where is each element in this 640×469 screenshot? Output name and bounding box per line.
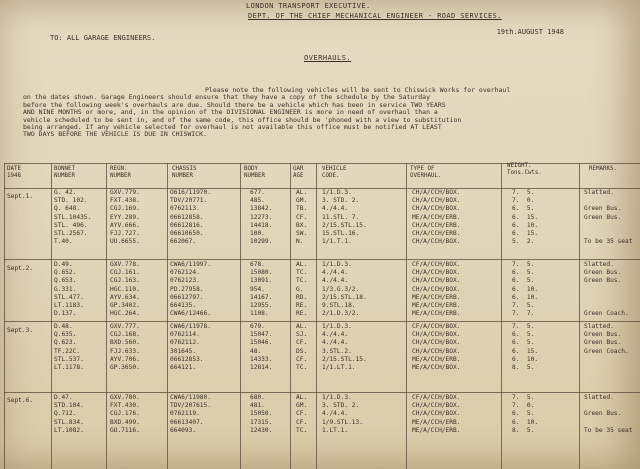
body-line: being arranged. If any vehicle selected for overhaul is not available this office must be notified AT LEAST (23, 123, 442, 132)
body-line: vehicle scheduled to be sent in, and of the same code, this office should be 'phoned with a view to substitution (23, 115, 462, 124)
row-date: Sept.3. (7, 327, 34, 334)
vehicle-codes: 1/1.D.3. 3. STD. 2. 4./4.4. 11.STL. 7. 2/15.STL.15. 15.STL.16. 1/1.T.1. (322, 189, 367, 246)
chassis-numbers: CWA6/11997. 0762124. 0762123. PD.27958. 06612797. 664135. CWA6/12466. (170, 261, 211, 318)
weights: 7. 5. 7. 0. 6. 5. 6. 15. 6. 10. 6. 15. 5. 2. (512, 189, 539, 246)
col-header-garage: GAR AGE (293, 166, 304, 179)
memo-date: 19th.AUGUST 1948 (496, 28, 564, 36)
col-header-body: BODY NUMBER (244, 166, 265, 179)
body-line: before the following week's overhauls are due. Should there be a vehicle which has been in service TWO YEARS (23, 100, 446, 109)
body-line: AND NINE MONTHS or more, and, in the opinion of the DIVISIONAL ENGINEER is more in need of overhaul than a (23, 108, 438, 117)
remarks: Slatted. Green Bus. To be 35 seat (584, 394, 633, 434)
vehicle-codes: 1/1.D.3. 4./4.4. 4./4.4. 1/3.G.3/2. 2/15.STL.18. 9.STL.18. 2/1.D.3/2. (322, 261, 367, 318)
weights: 7. 5. 6. 5. 6. 5. 6. 15. 6. 10. 8. 5. (512, 323, 539, 372)
chassis-numbers: CWA6/11980. TDV/207615. 0762119. 06613407. 664093. (170, 394, 211, 434)
body-line: TWO DAYS BEFORE THE VEHICLE IS DUE IN CHISWICK. (23, 130, 207, 139)
remarks: Slatted. Green Bus. Green Bus. To be 35 seat (584, 189, 633, 246)
col-header-weight: WEIGHT. Tons.Cwts. (507, 163, 542, 176)
regn-numbers: GXV.780. FXT.430. CGJ.176. BXD.499. GO.7116. (110, 394, 140, 434)
bonnet-numbers: D.48. Q.635. Q.623. TF.22C. STL.537. LT.1178. (54, 323, 84, 372)
regn-numbers: GXV.777. CGJ.168. BXD.560. FJJ.633. AYV.706. GP.3650. (110, 323, 140, 372)
row-date: Sept.1. (7, 193, 34, 200)
remarks: Slatted. Green Bus. Green Bus. Green Coach. (584, 323, 629, 355)
weights: 7. 5. 7. 0. 6. 5. 6. 10. 8. 5. (512, 394, 539, 434)
body-line: Please note the following vehicles will be sent to Chiswick Works for overhaul (205, 86, 511, 94)
weights: 7. 5. 6. 5. 6. 5. 6. 10. 6. 10. 7. 5. 7. 7. (512, 261, 539, 318)
body-numbers: 677. 485. 13842. 12273. 14418. 100. 10299. (250, 189, 273, 246)
regn-numbers: GXV.779. FXT.438. CGJ.169. EYY.289. AYV.666. FJJ.727. UU.6655. (110, 189, 140, 246)
header-dept: DEPT. OF THE CHIEF MECHANICAL ENGINEER - ROAD SERVICES. (248, 12, 502, 20)
overhaul-types: CH/A/CCH/BOX. CH/A/CCH/BOX. CH/A/CCH/BOX. ME/A/CCH/ERB. CH/A/CCH/ERB. CH/A/CCH/ERB. CH/A/CCH/BOX. (412, 189, 461, 246)
overhaul-types: CF/A/CCH/BOX. CH/A/CCH/BOX. CH/A/CCH/BOX. ME/A/CCH/ERB. ME/A/CCH/ERB. (412, 394, 461, 434)
col-header-chassis: CHASSIS NUMBER (172, 166, 197, 179)
garage-codes: AL. GM. TB. CF. BX. SW. N. (296, 189, 308, 246)
col-header-bonnet: BONNET NUMBER (54, 166, 75, 179)
body-numbers: 678. 15080. 13091. 954. 14167. 12955. 1108. (250, 261, 273, 318)
row-date: Sept.6. (7, 397, 34, 404)
regn-numbers: GXV.778. CGJ.161. CGJ.163. HGC.110. AYV.634. GP.3402. HGC.264. (110, 261, 140, 318)
col-header-vehicle-code: VEHICLE CODE. (322, 166, 347, 179)
chassis-numbers: CWA6/11978. 0762114. 0762112. 301645. 06612853. 664121. (170, 323, 211, 372)
chassis-numbers: O616/11970. TDV/20771. 0762113. 06612858. 06612816. 06610650. 662067. (170, 189, 211, 246)
row-date: Sept.2. (7, 265, 34, 272)
col-header-regn: REGN. NUMBER (110, 166, 131, 179)
col-header-remarks: REMARKS. (589, 166, 617, 172)
memo-body (23, 87, 583, 139)
overhaul-types: CF/A/CCH/BOX. CH/A/CCH/BOX. CH/A/CCH/BOX. CH/A/CCH/BOX. ME/A/CCH/ERB. ME/A/CCH/BOX. (412, 323, 461, 372)
vehicle-codes: 1/1.D.3. 3. STD. 2. 4./4.4. 1/9.STL.13. 1.LT.1. (322, 394, 363, 434)
overhaul-table (4, 163, 640, 469)
body-numbers: 680. 481. 15050. 17315. 12430. (250, 394, 273, 434)
col-header-overhaul-type: TYPE OF OVERHAUL. (410, 166, 442, 179)
garage-codes: AL. GM. CF. CF. TC. (296, 394, 308, 434)
garage-codes: AL. SJ. CF. DS. CF. TC. (296, 323, 308, 372)
remarks: Slatted. Green Bus. Green Bus. Green Coach. (584, 261, 629, 318)
bonnet-numbers: G. 42. STD. 102. Q. 648. STL.10435. STL. 496. STL.2567. T.40. (54, 189, 92, 246)
overhaul-types: CF/A/CCH/BOX. CH/A/CCH/BOX. CH/A/CCH/BOX. CH/A/CCH/BOX. ME/A/CCH/ERB. ME/A/CCH/ERB. ME/A/CCH/ERB. (412, 261, 461, 318)
col-header-date: DATE 1948 (7, 166, 21, 179)
vehicle-codes: 1/1.D.3. 4./4.4. 4./4.4. 3.STL.2. 2/15.STL.15. 1/1.LT.1. (322, 323, 367, 372)
garage-codes: AL. TC. TC. G. RD. RE. RE. (296, 261, 308, 318)
memo-title: OVERHAULS. (304, 54, 352, 62)
header-org: LONDON TRANSPORT EXECUTIVE. (246, 2, 371, 10)
body-line: on the dates shown. Garage Engineers should ensure that they have a copy of the schedule by the Saturday (23, 93, 430, 102)
addressee: TO: ALL GARAGE ENGINEERS. (50, 34, 156, 42)
bonnet-numbers: D.47. STD.104. Q.712. STL.834. LT.1082. (54, 394, 84, 434)
body-numbers: 679. 15047. 15046. 48. 14333. 12814. (250, 323, 273, 372)
bonnet-numbers: D.49. Q.652. Q.653. G.331. STL.477. LT.1183. D.137. (54, 261, 84, 318)
